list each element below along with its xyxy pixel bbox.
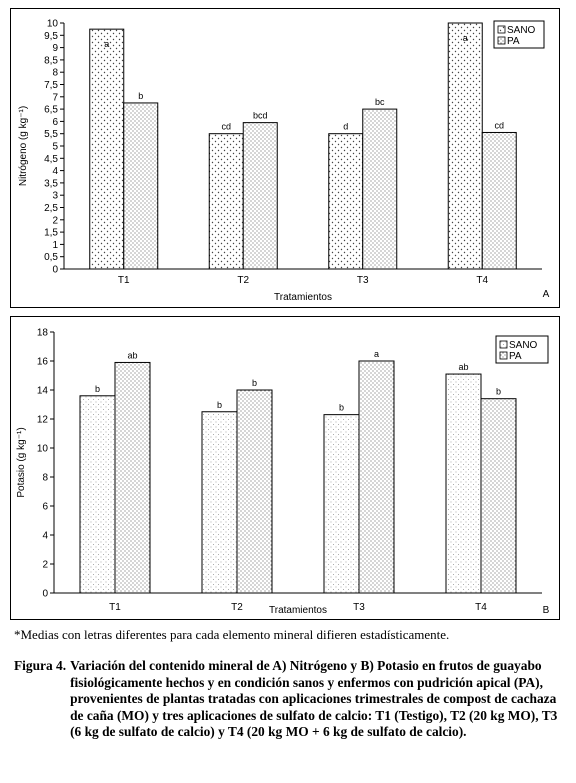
figure-caption (14, 658, 566, 741)
caption-label: Figura 4. (14, 658, 67, 673)
y-tick-label: 1,5 (44, 227, 58, 239)
y-axis-label: Potasio (g kg⁻¹) (16, 427, 27, 498)
bar-letter: b (138, 90, 144, 101)
x-tick-label: T2 (231, 602, 243, 613)
y-tick-label: 8 (42, 472, 48, 484)
legend-label-sano: SANO (509, 340, 538, 351)
y-tick-label: 3 (52, 190, 58, 202)
bar-letter: b (251, 378, 258, 388)
bar-letter: a (104, 39, 110, 50)
bar-pa-t4 (481, 399, 516, 593)
bar-letter: b (94, 383, 101, 394)
bar-pa-t4 (482, 132, 516, 269)
bar-pa-t1 (124, 103, 158, 269)
legend-swatch-pa (500, 352, 507, 359)
y-tick-label: 5,5 (44, 129, 58, 141)
x-tick-label: T1 (109, 602, 121, 613)
bar-pa-t3 (363, 109, 397, 269)
caption-text: Variación del contenido mineral de A) Nitrógeno y B) Potasio en frutos de guayabo fisiológicamente hechos y en condición sanos y enfermos con pudrición apical (PA), provenientes de plantas tratadas con aplicaciones trimestrales de compost de cachaza de caña (MO) y tres aplicaciones de sulfato de calcio: T1 (Testigo), T2 (20 kg MO), T3 (6 kg de sulfato de calcio) y T4 (20 kg MO + 6 kg de sulfato de calcio). (70, 658, 558, 740)
y-tick-label: 2 (52, 215, 58, 227)
y-tick-label: 7 (52, 92, 58, 104)
x-axis-label: Tratamientos (274, 292, 332, 303)
y-tick-label: 10 (46, 18, 58, 30)
bar-letter: bc (374, 97, 385, 108)
bar-letter: ab (127, 350, 138, 361)
y-tick-label: 0 (42, 588, 48, 600)
legend (496, 336, 548, 363)
bar-letter: a (462, 33, 468, 43)
x-tick-label: T1 (117, 275, 130, 286)
x-tick-label: T4 (476, 275, 489, 286)
y-tick-label: 12 (36, 414, 48, 426)
x-axis-label: Tratamientos (269, 605, 327, 616)
y-tick-label: 2,5 (44, 203, 58, 214)
y-tick-label: 8 (52, 67, 58, 79)
bar-sano-t3 (329, 134, 363, 269)
y-tick-label: 10 (36, 443, 48, 455)
y-tick-label: 6,5 (44, 104, 58, 116)
y-tick-label: 7,5 (44, 80, 58, 91)
bar-letter: b (495, 386, 502, 397)
legend-swatch-pa (498, 37, 505, 44)
bar-sano-t1 (80, 396, 115, 593)
bar-letter: b (338, 402, 345, 413)
y-tick-label: 6 (42, 501, 48, 513)
y-tick-label: 2 (42, 559, 48, 571)
y-tick-label: 0,5 (44, 252, 58, 264)
y-tick-label: 16 (36, 356, 48, 368)
bar-letter: ab (458, 362, 469, 373)
bar-pa-t2 (237, 390, 272, 593)
legend-label-sano: SANO (507, 25, 536, 36)
legend-swatch-sano (500, 341, 507, 348)
bar-sano-t4 (448, 23, 482, 269)
bar-letter: d (343, 121, 349, 132)
x-tick-label: T2 (237, 275, 250, 286)
panel-letter: A (542, 289, 550, 300)
legend-label-pa: PA (509, 351, 522, 362)
x-tick-label: T3 (356, 275, 369, 286)
chart-b (10, 316, 560, 620)
x-tick-label: T4 (475, 602, 487, 613)
y-tick-label: 4,5 (44, 153, 58, 165)
bar-pa-t3 (359, 361, 394, 593)
bar-letter: cd (221, 121, 232, 132)
y-tick-label: 9 (52, 43, 58, 55)
y-axis-label: Nitrógeno (g kg⁻¹) (18, 105, 29, 187)
y-tick-label: 3,5 (44, 178, 58, 190)
legend (494, 21, 544, 48)
chart-a (10, 8, 560, 308)
y-tick-label: 18 (36, 327, 48, 339)
bar-sano-t4 (446, 374, 481, 593)
bar-letter: cd (494, 120, 505, 131)
bar-sano-t2 (202, 412, 237, 593)
y-tick-label: 9,5 (44, 30, 58, 42)
y-tick-label: 1 (52, 239, 58, 251)
bar-sano-t1 (90, 29, 124, 269)
panel-letter: B (542, 605, 550, 616)
bar-letter: b (216, 399, 223, 410)
legend-label-pa: PA (507, 36, 520, 47)
bar-pa-t1 (115, 362, 150, 593)
y-tick-label: 8,5 (44, 55, 58, 67)
footnote: *Medias con letras diferentes para cada elemento mineral difieren estadísticamente. (14, 627, 450, 642)
y-tick-label: 0 (52, 264, 58, 276)
x-tick-label: T3 (353, 602, 365, 613)
bar-letter: bcd (252, 110, 268, 121)
bar-letter: a (373, 349, 380, 359)
y-tick-label: 4 (42, 530, 48, 542)
bar-sano-t2 (209, 134, 243, 269)
y-tick-label: 5 (52, 141, 58, 153)
y-tick-label: 4 (52, 166, 58, 178)
legend-swatch-sano (498, 26, 505, 33)
y-tick-label: 6 (52, 116, 58, 128)
bar-sano-t3 (324, 415, 359, 593)
y-tick-label: 14 (36, 385, 48, 397)
bar-pa-t2 (243, 123, 277, 269)
